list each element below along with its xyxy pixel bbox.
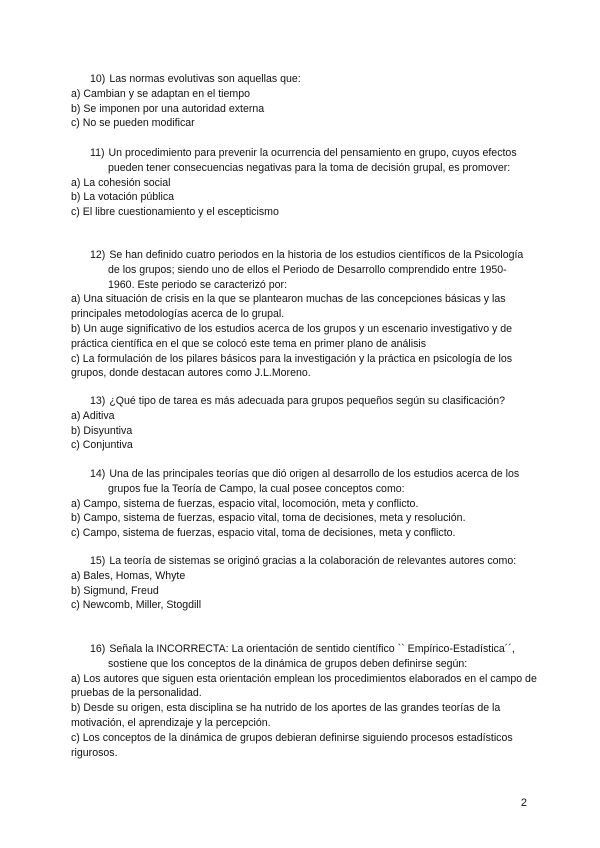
- question-text: Las normas evolutivas son aquellas que:: [109, 73, 301, 85]
- question-text: Una de las principales teorías que dió origen al desarrollo de los estudios acerca de los grupos fue la Teoría de Campo, la cual posee conceptos como:: [108, 468, 520, 495]
- option-a: a) Los autores que siguen esta orientación emplean los procedimientos elaborados en el campo de pruebas de la personalidad.: [71, 672, 537, 700]
- option-b: b) Disyuntiva: [71, 424, 133, 437]
- option-a: a) Cambian y se adaptan en el tiempo: [71, 87, 251, 100]
- question-stem: [71, 467, 540, 497]
- question-text: Señala la INCORRECTA: La orientación de sentido científico `` Empírico-Estadística´´, sostiene que los conceptos de la dinámica de grupos deben definirse según:: [108, 643, 515, 670]
- question-14: [71, 467, 540, 541]
- question-11: [71, 146, 540, 220]
- question-number: 12): [90, 249, 106, 261]
- option-c: c) Conjuntiva: [71, 439, 133, 452]
- option-b: b) Un auge significativo de los estudios acerca de los grupos y un escenario investigativo y de práctica científica en el que se colocó este tema en primer plano de análisis: [71, 322, 513, 350]
- question-text: ¿Qué tipo de tarea es más adecuada para grupos pequeños según su clasificación?: [109, 395, 506, 407]
- question-stem: [71, 642, 540, 672]
- question-number: 14): [90, 468, 106, 480]
- question-stem: [71, 248, 540, 292]
- question-number: 11): [90, 147, 105, 159]
- question-number: 15): [90, 555, 106, 567]
- question-number: 10): [90, 73, 106, 85]
- question-text: Un procedimiento para prevenir la ocurrencia del pensamiento en grupo, cuyos efectos pueden tener consecuencias negativas para la toma de decisión grupal, es promover:: [108, 147, 517, 174]
- question-10: [71, 72, 540, 131]
- option-a: a) Aditiva: [71, 409, 115, 422]
- question-stem: [71, 72, 540, 87]
- option-c: c) El libre cuestionamiento y el escepticismo: [71, 206, 279, 219]
- option-b: b) Se imponen por una autoridad externa: [71, 102, 265, 115]
- question-15: [71, 554, 540, 613]
- question-12: [71, 248, 540, 381]
- question-13: [71, 394, 540, 453]
- option-c: c) La formulación de los pilares básicos para la investigación y la práctica en psicología de los grupos, donde destacan autores como J.L.Moreno.: [71, 352, 513, 380]
- question-number: 16): [90, 643, 106, 655]
- option-a: a) Campo, sistema de fuerzas, espacio vital, locomoción, meta y conflicto.: [71, 497, 419, 510]
- page-number: 2: [520, 797, 527, 809]
- question-text: La teoría de sistemas se originó gracias a la colaboración de relevantes autores como:: [109, 555, 517, 567]
- question-number: 13): [90, 395, 106, 407]
- question-stem: [71, 554, 540, 569]
- question-stem: [71, 146, 540, 176]
- option-b: b) Desde su origen, esta disciplina se ha nutrido de los aportes de las grandes teorías de la motivación, el aprendizaje y la percepción.: [71, 702, 501, 729]
- option-b: b) Sigmund, Freud: [71, 584, 159, 597]
- option-c: c) Los conceptos de la dinámica de grupos debieran definirse siguiendo procesos estadísticos rigurosos.: [71, 731, 513, 759]
- question-stem: [71, 394, 540, 409]
- option-c: c) Newcomb, Miller, Stogdill: [71, 599, 202, 612]
- option-b: b) La votación pública: [71, 191, 175, 204]
- option-c: c) No se pueden modificar: [71, 117, 195, 130]
- option-c: c) Campo, sistema de fuerzas, espacio vital, toma de decisiones, meta y conflicto.: [71, 527, 456, 540]
- option-a: a) Bales, Homas, Whyte: [71, 569, 186, 582]
- option-a: a) La cohesión social: [71, 176, 171, 189]
- question-text: Se han definido cuatro periodos en la historia de los estudios científicos de la Psicología de los grupos; siendo uno de ellos el Periodo de Desarrollo comprendido entre 1950-1960. Este periodo se caracterizó por:: [108, 249, 524, 291]
- option-b: b) Campo, sistema de fuerzas, espacio vital, toma de decisiones, meta y resolución.: [71, 512, 466, 525]
- option-a: a) Una situación de crisis en la que se plantearon muchas de las concepciones básicas y las principales metodologías acerca de lo grupal.: [71, 293, 506, 321]
- question-16: [71, 642, 540, 760]
